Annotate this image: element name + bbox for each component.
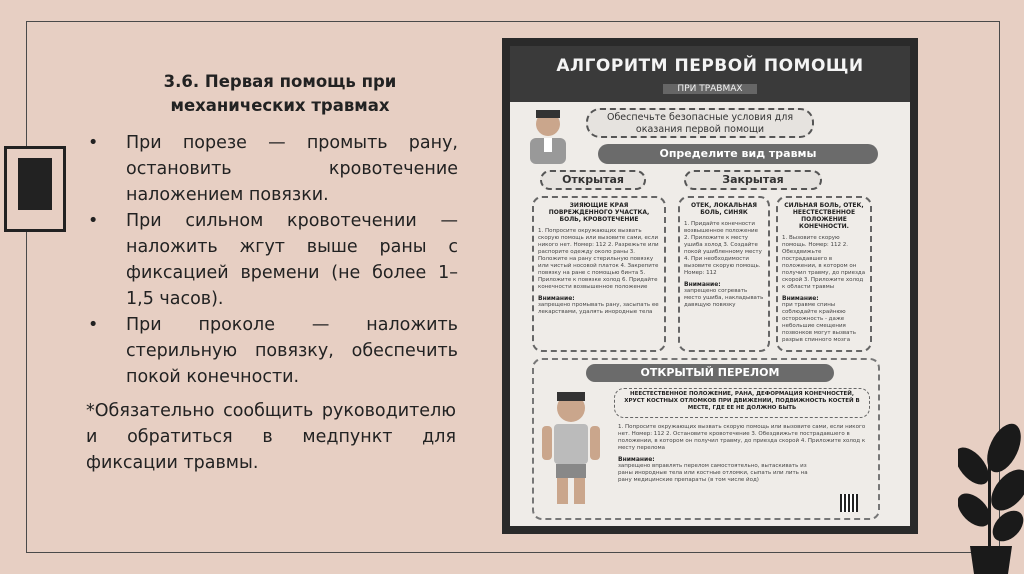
bullet-bleeding: • При сильном кровотечении — наложить жгут выше раны с фиксацией времени (не более 1–1,5 часов).	[86, 208, 458, 312]
open-fracture-steps: 1. Попросите окружающих вызвать скорую помощь или вызовите сами, если никого нет. Номер: 112 2. Остановите кровотечение 3. Обездвижьте пострадавшего в положении, в котором он получил травму, до приезда скорой 4. Приложите холод к месту перелома	[618, 424, 866, 451]
open-wound-warning-text: запрещено промывать рану, засыпать ее лекарствами, удалять инородные тела	[538, 302, 659, 315]
bruise-warning-label: Внимание:	[684, 281, 721, 288]
poster-header	[510, 46, 910, 102]
slide-title	[120, 70, 440, 118]
open-injury-label: Открытая	[540, 170, 646, 190]
bruise-steps: 1. Придайте конечности возвышенное положение 2. Приложите к месту ушиба холод 3. Создайте покой ушибленному месту 4. При необходимости вызовите скорую помощь. Номер: 112	[684, 221, 762, 276]
rescuer-figure-icon	[524, 106, 572, 164]
open-wound-warning-label: Внимание:	[538, 295, 575, 302]
open-fracture-heading: НЕЕСТЕСТВЕННОЕ ПОЛОЖЕНИЕ, РАНА, ДЕФОРМАЦИЯ КОНЕЧНОСТЕЙ, ХРУСТ КОСТНЫХ ОТЛОМКОВ ПРИ ДВИЖЕНИИ, ПОДВИЖНОСТЬ КОСТЕЙ В МЕСТЕ, ГДЕ ЕЕ НЕ ДОЛЖНО БЫТЬ	[624, 391, 860, 411]
decorative-square-fill	[18, 158, 52, 210]
bruise-column	[678, 196, 770, 352]
mandatory-note: *Обязательно сообщить руководителю и обратиться в медпункт для фиксации травмы.	[86, 401, 456, 473]
slide-title-line1: 3.6. Первая помощь при	[163, 72, 397, 91]
determine-injury-label: Определите вид травмы	[598, 144, 878, 164]
decorative-plant-icon	[958, 418, 1024, 574]
open-fracture-symptoms-box	[614, 388, 870, 418]
poster-subtitle: ПРИ ТРАВМАХ	[663, 84, 756, 94]
open-fracture-label: ОТКРЫТЫЙ ПЕРЕЛОМ	[586, 364, 834, 382]
open-fracture-body	[618, 424, 866, 484]
open-wound-heading: ЗИЯЮЩИЕ КРАЯ ПОВРЕЖДЕННОГО УЧАСТКА, БОЛЬ, КРОВОТЕЧЕНИЕ	[548, 202, 650, 223]
closed-fracture-heading: СИЛЬНАЯ БОЛЬ, ОТЕК, НЕЕСТЕСТВЕННОЕ ПОЛОЖЕНИЕ КОНЕЧНОСТИ.	[784, 202, 864, 230]
open-fracture-warning-label: Внимание:	[618, 456, 655, 463]
open-wound-column	[532, 196, 666, 352]
closed-fracture-column	[776, 196, 872, 352]
bruise-warning-text: запрещено согревать место ушиба, накладывать давящую повязку	[684, 288, 764, 308]
poster-title: АЛГОРИТМ ПЕРВОЙ ПОМОЩИ	[556, 56, 864, 76]
poster-body	[510, 46, 910, 526]
closed-fracture-steps: 1. Вызовите скорую помощь. Номер: 112 2. Обездвижьте пострадавшего в положении, в котором он получил травму, до приезда скорой 3. Приложите холод к области травмы	[782, 235, 866, 290]
bullet-puncture: • При проколе — наложить стерильную повязку, обеспечить покой конечности.	[86, 312, 458, 390]
closed-fracture-warning-label: Внимание:	[782, 295, 819, 302]
safety-conditions-label: Обеспечьте безопасные условия для оказания первой помощи	[586, 108, 814, 138]
qr-code-icon	[840, 494, 858, 512]
closed-injury-label: Закрытая	[684, 170, 822, 190]
open-fracture-warning-text: запрещено вправлять перелом самостоятельно, вытаскивать из раны инородные тела или костные отломки, сыпать или лить на рану медицинские препараты (в том числе йод)	[618, 463, 808, 483]
slide-title-line2: механических травмах	[170, 96, 390, 115]
bullet-cut: • При порезе — промыть рану, остановить кровотечение наложением повязки.	[86, 130, 458, 208]
open-wound-steps: 1. Попросите окружающих вызвать скорую помощь или вызовите сами, если никого нет. Номер: 112 2. Разрежьте или распорите одежду около раны 3. Положите на рану стерильную повязку или чистый носовой платок 4. Закрепите повязку на ране с помощью бинта 5. Приложите к повязке холод 6. Придайте конечности возвышенное положение	[538, 228, 659, 290]
closed-fracture-warning-text: при травме спины соблюдайте крайнюю осторожность - даже небольшие смещения позвонков могут вызвать разрыв спинного мозга	[782, 302, 856, 343]
bruise-heading: ОТЕК, ЛОКАЛЬНАЯ БОЛЬ, СИНЯК	[690, 202, 758, 216]
injured-person-icon	[538, 388, 604, 512]
bullet-list	[86, 130, 458, 390]
first-aid-poster	[502, 38, 918, 534]
